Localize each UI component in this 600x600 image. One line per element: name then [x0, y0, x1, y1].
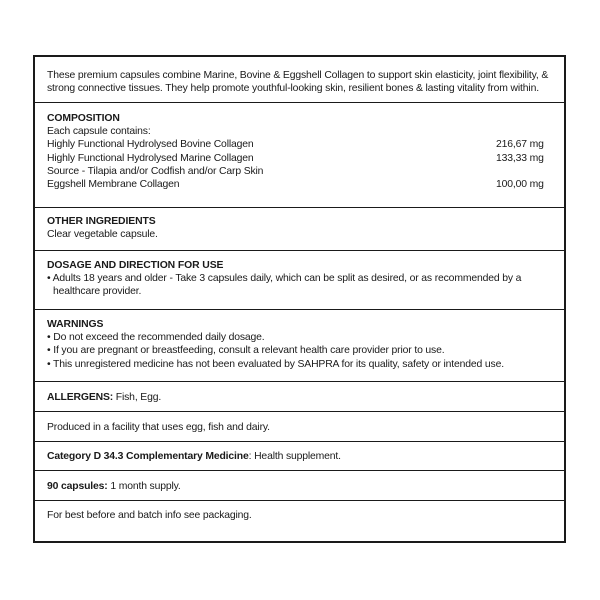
warning-item: • Do not exceed the recommended daily dosage. [47, 332, 265, 344]
other-ingredients-heading: OTHER INGREDIENTS [47, 216, 156, 227]
divider [35, 441, 564, 442]
dosage-line-1: • Adults 18 years and older - Take 3 capsules daily, which can be split as desired, or as recommended by a [47, 273, 522, 285]
ingredient-name: Source - Tilapia and/or Codfish and/or Carp Skin [47, 165, 264, 177]
composition-section [47, 112, 552, 191]
intro-line-1: These premium capsules combine Marine, Bovine & Eggshell Collagen to support skin elasticity, joint flexibility, & [47, 70, 549, 81]
capsules-label: 90 capsules: [47, 481, 108, 492]
intro-section [47, 69, 552, 95]
best-before-section [47, 509, 552, 522]
divider [35, 470, 564, 471]
other-ingredients-text: Clear vegetable capsule. [47, 229, 158, 241]
divider [35, 250, 564, 251]
other-ingredients-section [47, 215, 552, 241]
capsules-text: 1 month supply. [107, 481, 181, 492]
facility-text: Produced in a facility that uses egg, fish and dairy. [47, 422, 270, 433]
divider [35, 102, 564, 103]
warnings-heading: WARNINGS [47, 319, 104, 330]
allergens-text: Fish, Egg. [113, 392, 162, 403]
dosage-section [47, 259, 552, 299]
divider [35, 411, 564, 412]
warnings-section [47, 318, 552, 371]
composition-row [47, 152, 552, 165]
supplement-label-panel [33, 55, 566, 543]
warning-item: • This unregistered medicine has not been evaluated by SAHPRA for its quality, safety or intended use. [47, 358, 504, 370]
composition-subheading: Each capsule contains: [47, 126, 151, 138]
composition-heading: COMPOSITION [47, 113, 120, 124]
allergens-label: ALLERGENS: [47, 392, 114, 403]
ingredient-amount: 216,67 mg [496, 139, 544, 151]
dosage-heading: DOSAGE AND DIRECTION FOR USE [47, 260, 224, 271]
allergens-section [47, 391, 552, 404]
composition-row [47, 178, 552, 191]
dosage-line-2: healthcare provider. [53, 286, 142, 298]
ingredient-amount: 133,33 mg [496, 152, 544, 164]
divider [35, 207, 564, 208]
capsules-section [47, 480, 552, 493]
category-text: : Health supplement. [248, 451, 341, 462]
ingredient-name: Highly Functional Hydrolysed Marine Collagen [47, 152, 254, 164]
ingredient-amount: 100,00 mg [496, 179, 544, 191]
facility-section [47, 421, 552, 434]
best-before-text: For best before and batch info see packaging. [47, 510, 252, 521]
ingredient-name: Eggshell Membrane Collagen [47, 179, 180, 191]
composition-row [47, 165, 552, 178]
intro-line-2: strong connective tissues. They help promote youthful-looking skin, resilient bones & lasting vitality from within. [47, 83, 539, 95]
divider [35, 309, 564, 310]
divider [35, 500, 564, 501]
category-label: Category D 34.3 Complementary Medicine [47, 451, 249, 462]
warning-item: • If you are pregnant or breastfeeding, consult a relevant health care provider prior to use. [47, 345, 445, 357]
divider [35, 381, 564, 382]
ingredient-amount [496, 165, 544, 178]
composition-row [47, 138, 552, 151]
category-section [47, 450, 552, 463]
ingredient-name: Highly Functional Hydrolysed Bovine Collagen [47, 139, 254, 151]
